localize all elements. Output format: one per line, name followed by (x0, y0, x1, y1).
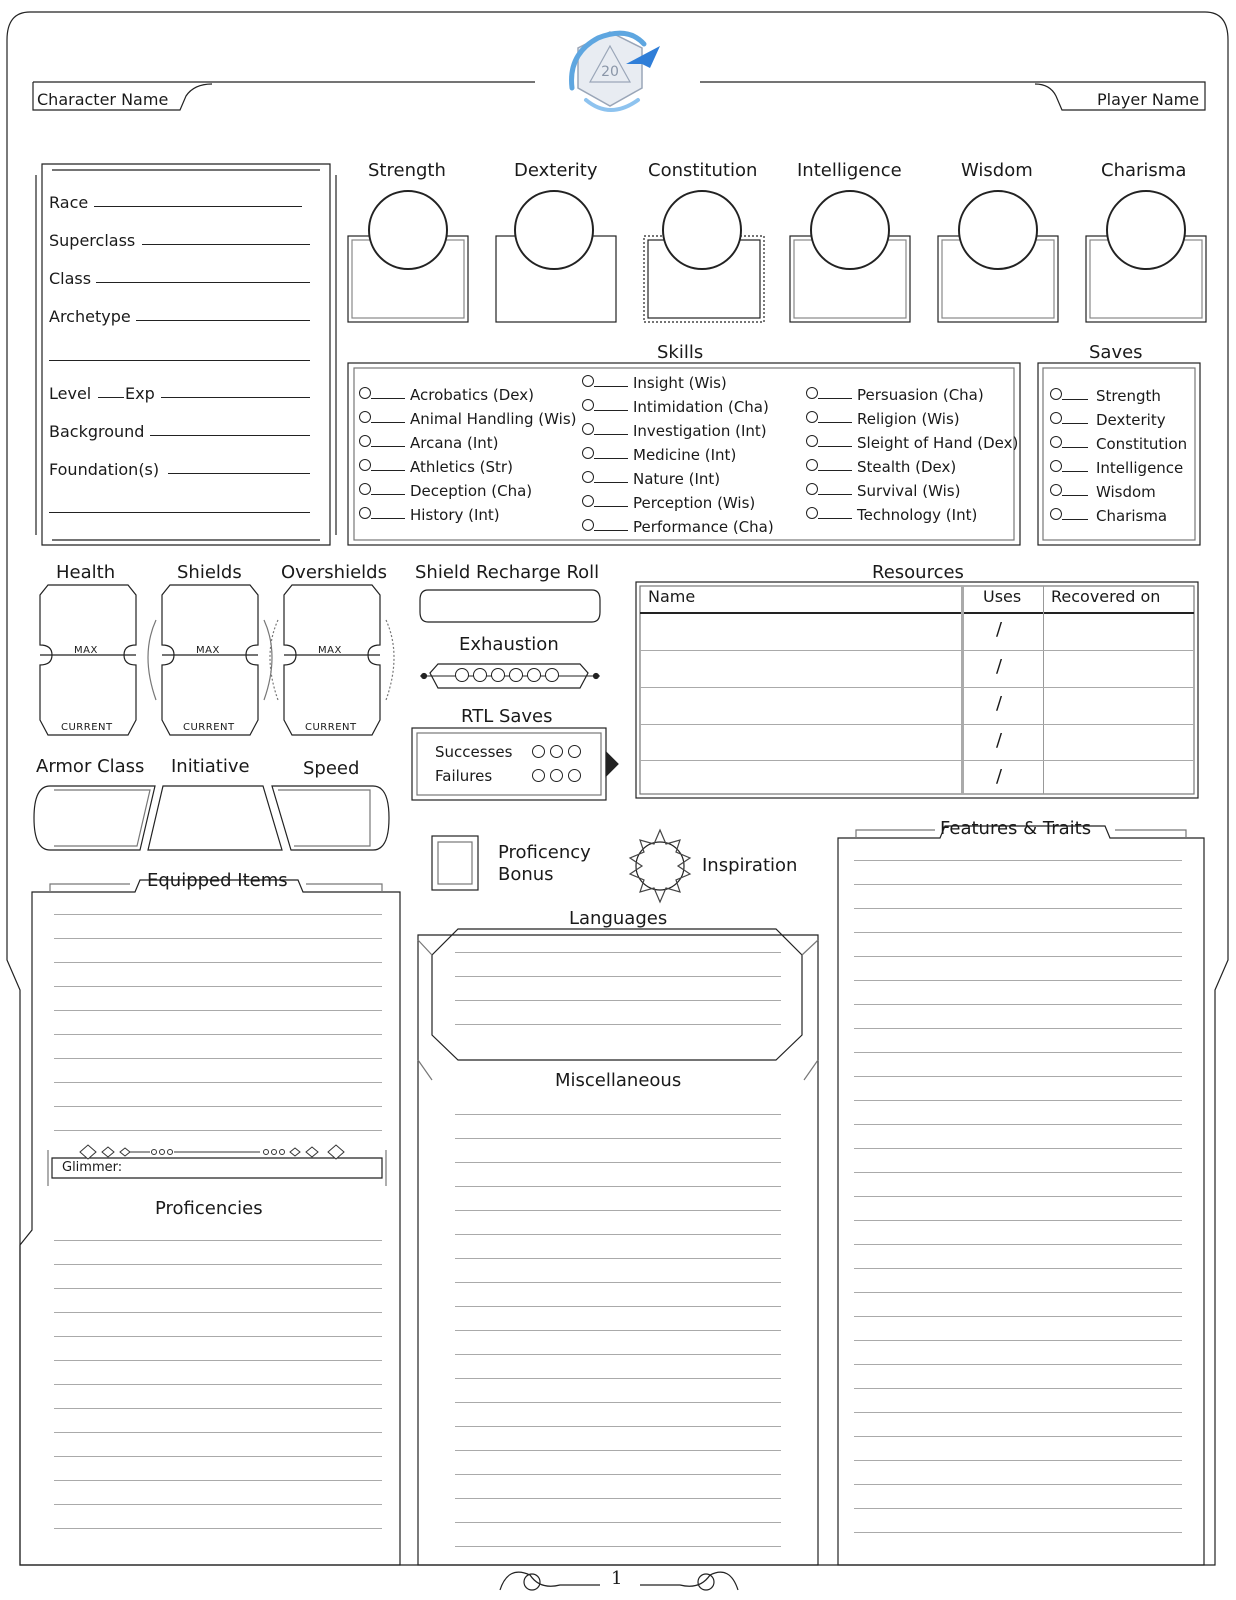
save-bonus-field[interactable] (1062, 399, 1088, 400)
health-current-field[interactable] (48, 665, 128, 720)
ability-dexterity-label: Dexterity (514, 160, 598, 181)
initiative-label: Initiative (171, 756, 250, 777)
skill-label: Persuasion (Cha) (857, 386, 984, 404)
background-field[interactable] (150, 435, 310, 436)
rtl-failure-2[interactable] (550, 769, 563, 782)
superclass-field[interactable] (142, 244, 310, 245)
d20-logo (568, 24, 668, 120)
skill-label: History (Int) (410, 506, 500, 524)
health-max-label: MAX (74, 645, 98, 656)
glimmer-field[interactable] (130, 1158, 370, 1178)
exhaustion-level-5[interactable] (527, 668, 541, 682)
character-name-label: Character Name (37, 90, 169, 109)
skill-bonus-field[interactable] (371, 422, 405, 423)
save-bonus-field[interactable] (1062, 447, 1088, 448)
armor-class-label: Armor Class (36, 756, 145, 777)
skill-bonus-field[interactable] (818, 470, 852, 471)
skill-bonus-field[interactable] (371, 494, 405, 495)
rtl-failure-1[interactable] (532, 769, 545, 782)
skill-bonus-field[interactable] (818, 446, 852, 447)
save-label: Charisma (1096, 507, 1168, 525)
foundation-field[interactable] (168, 473, 310, 474)
miscellaneous-title: Miscellaneous (555, 1070, 682, 1091)
superclass-label: Superclass (49, 231, 136, 250)
skill-bonus-field[interactable] (371, 470, 405, 471)
ability-constitution-label: Constitution (648, 160, 758, 181)
archetype-label: Archetype (49, 307, 131, 326)
skill-checkbox[interactable] (582, 447, 594, 459)
skill-label: Perception (Wis) (633, 494, 756, 512)
logo-number: 20 (601, 64, 619, 80)
skill-label: Insight (Wis) (633, 374, 727, 392)
skill-checkbox[interactable] (806, 411, 818, 423)
ability-strength-score[interactable] (368, 190, 448, 270)
rtl-successes-label: Successes (435, 743, 513, 761)
skill-checkbox[interactable] (806, 459, 818, 471)
speed-field[interactable] (290, 792, 370, 844)
exp-label: Exp (125, 384, 155, 403)
skill-checkbox[interactable] (359, 387, 371, 399)
resources-uses-slash: / (996, 730, 1003, 751)
shields-max-label: MAX (196, 645, 220, 656)
overshields-current-label: CURRENT (305, 722, 357, 733)
save-label: Wisdom (1096, 483, 1156, 501)
skill-label: Animal Handling (Wis) (410, 410, 577, 428)
skill-bonus-field[interactable] (371, 446, 405, 447)
health-max-field[interactable] (48, 590, 128, 640)
skill-label: Investigation (Int) (633, 422, 767, 440)
rtl-success-1[interactable] (532, 745, 545, 758)
skill-label: Survival (Wis) (857, 482, 961, 500)
skill-checkbox[interactable] (582, 399, 594, 411)
skill-checkbox[interactable] (806, 387, 818, 399)
race-field[interactable] (94, 206, 302, 207)
proficiency-bonus-label-line1: Proficency (498, 842, 591, 863)
skill-bonus-field[interactable] (594, 530, 628, 531)
overshields-current-field[interactable] (292, 665, 372, 720)
shields-current-label: CURRENT (183, 722, 235, 733)
ability-charisma-score[interactable] (1106, 190, 1186, 270)
saves-title: Saves (1089, 342, 1143, 363)
overshields-max-field[interactable] (292, 590, 372, 640)
class-field[interactable] (96, 282, 310, 283)
health-label: Health (56, 562, 116, 583)
resources-recovered-fields[interactable] (1046, 615, 1192, 791)
level-field[interactable] (98, 397, 124, 398)
armor-class-field[interactable] (55, 792, 145, 844)
exhaustion-title: Exhaustion (459, 634, 559, 655)
skill-label: Deception (Cha) (410, 482, 533, 500)
skill-label: Performance (Cha) (633, 518, 774, 536)
skill-label: Intimidation (Cha) (633, 398, 769, 416)
save-checkbox[interactable] (1050, 412, 1062, 424)
save-checkbox[interactable] (1050, 388, 1062, 400)
save-checkbox[interactable] (1050, 436, 1062, 448)
initiative-field[interactable] (170, 792, 260, 844)
exhaustion-level-2[interactable] (473, 668, 487, 682)
shields-current-field[interactable] (170, 665, 250, 720)
ability-intelligence-label: Intelligence (797, 160, 902, 181)
skill-bonus-field[interactable] (594, 506, 628, 507)
save-label: Strength (1096, 387, 1161, 405)
save-bonus-field[interactable] (1062, 423, 1088, 424)
save-checkbox[interactable] (1050, 484, 1062, 496)
overshields-max-label: MAX (318, 645, 342, 656)
resources-header-uses: Uses (983, 587, 1022, 606)
resources-col-divider (961, 586, 964, 794)
skill-checkbox[interactable] (582, 471, 594, 483)
exhaustion-level-4[interactable] (509, 668, 523, 682)
ability-wisdom-label: Wisdom (961, 160, 1033, 181)
resources-title: Resources (872, 562, 964, 583)
skill-checkbox[interactable] (359, 411, 371, 423)
player-name-label: Player Name (1097, 90, 1200, 109)
save-bonus-field[interactable] (1062, 519, 1088, 520)
skill-checkbox[interactable] (582, 519, 594, 531)
skill-checkbox[interactable] (582, 375, 594, 387)
resources-header-recovered: Recovered on (1051, 587, 1161, 606)
shields-label: Shields (177, 562, 242, 583)
resources-uses-slash: / (996, 693, 1003, 714)
exhaustion-level-6[interactable] (545, 668, 559, 682)
inspiration-label: Inspiration (702, 855, 798, 876)
save-checkbox[interactable] (1050, 508, 1062, 520)
save-label: Constitution (1096, 435, 1188, 453)
rtl-saves-title: RTL Saves (461, 706, 553, 727)
skill-checkbox[interactable] (359, 483, 371, 495)
skill-checkbox[interactable] (582, 423, 594, 435)
race-label: Race (49, 193, 89, 212)
archetype-extra-field[interactable] (49, 360, 310, 361)
skill-bonus-field[interactable] (818, 398, 852, 399)
skill-label: Athletics (Str) (410, 458, 513, 476)
save-checkbox[interactable] (1050, 460, 1062, 472)
exhaustion-level-1[interactable] (455, 668, 469, 682)
skill-label: Sleight of Hand (Dex) (857, 434, 1019, 452)
class-label: Class (49, 269, 92, 288)
skill-bonus-field[interactable] (818, 422, 852, 423)
skill-label: Stealth (Dex) (857, 458, 957, 476)
skill-bonus-field[interactable] (594, 458, 628, 459)
save-label: Dexterity (1096, 411, 1166, 429)
shield-recharge-field[interactable] (424, 592, 596, 620)
save-bonus-field[interactable] (1062, 495, 1088, 496)
skill-bonus-field[interactable] (594, 482, 628, 483)
proficiencies-title: Proficencies (155, 1198, 263, 1219)
ability-dexterity-score[interactable] (514, 190, 594, 270)
skill-checkbox[interactable] (806, 507, 818, 519)
resources-header-divider (640, 612, 1194, 614)
exp-field[interactable] (161, 397, 310, 398)
proficiency-bonus-label-line2: Bonus (498, 864, 554, 885)
save-bonus-field[interactable] (1062, 471, 1088, 472)
skill-checkbox[interactable] (806, 483, 818, 495)
character-name-field[interactable] (180, 74, 530, 98)
skill-label: Nature (Int) (633, 470, 721, 488)
skill-checkbox[interactable] (359, 435, 371, 447)
skill-bonus-field[interactable] (371, 398, 405, 399)
skill-bonus-field[interactable] (371, 518, 405, 519)
ability-constitution-score[interactable] (662, 190, 742, 270)
proficiency-bonus-field[interactable] (440, 844, 470, 882)
ability-strength-label: Strength (368, 160, 446, 181)
resources-header-name: Name (648, 587, 696, 606)
rtl-failure-3[interactable] (568, 769, 581, 782)
inspiration-field[interactable] (640, 846, 680, 886)
save-label: Intelligence (1096, 459, 1184, 477)
ability-intelligence-score[interactable] (810, 190, 890, 270)
player-name-field[interactable] (700, 74, 1030, 98)
skill-bonus-field[interactable] (818, 518, 852, 519)
archetype-field[interactable] (136, 320, 310, 321)
resources-col-divider (1043, 586, 1044, 794)
skill-label: Medicine (Int) (633, 446, 737, 464)
skills-title: Skills (657, 342, 704, 363)
health-current-label: CURRENT (61, 722, 113, 733)
languages-title: Languages (569, 908, 668, 929)
resources-name-fields[interactable] (642, 615, 960, 791)
equipped-items-title: Equipped Items (147, 870, 288, 891)
overshields-label: Overshields (281, 562, 387, 583)
foundation-extra-field[interactable] (49, 512, 310, 513)
skill-checkbox[interactable] (359, 459, 371, 471)
skill-bonus-field[interactable] (818, 494, 852, 495)
page-number: 1 (611, 1568, 623, 1589)
exhaustion-level-3[interactable] (491, 668, 505, 682)
resources-uses-slash: / (996, 656, 1003, 677)
glimmer-label: Glimmer: (62, 1160, 123, 1175)
skill-label: Religion (Wis) (857, 410, 960, 428)
ability-wisdom-score[interactable] (958, 190, 1038, 270)
skill-bonus-field[interactable] (594, 434, 628, 435)
rtl-failures-label: Failures (435, 767, 493, 785)
skill-label: Technology (Int) (857, 506, 978, 524)
ability-charisma-label: Charisma (1101, 160, 1187, 181)
features-traits-title: Features & Traits (940, 818, 1092, 839)
resources-uses-slash: / (996, 619, 1003, 640)
rtl-success-2[interactable] (550, 745, 563, 758)
background-label: Background (49, 422, 145, 441)
skill-bonus-field[interactable] (594, 386, 628, 387)
skill-bonus-field[interactable] (594, 410, 628, 411)
speed-label: Speed (303, 758, 360, 779)
rtl-success-3[interactable] (568, 745, 581, 758)
shields-max-field[interactable] (170, 590, 250, 640)
resources-uses-slash: / (996, 766, 1003, 787)
foundation-label: Foundation(s) (49, 460, 160, 479)
skill-label: Arcana (Int) (410, 434, 499, 452)
skill-label: Acrobatics (Dex) (410, 386, 534, 404)
skill-checkbox[interactable] (806, 435, 818, 447)
skill-checkbox[interactable] (582, 495, 594, 507)
shield-recharge-label: Shield Recharge Roll (415, 562, 600, 583)
skill-checkbox[interactable] (359, 507, 371, 519)
level-label: Level (49, 384, 92, 403)
